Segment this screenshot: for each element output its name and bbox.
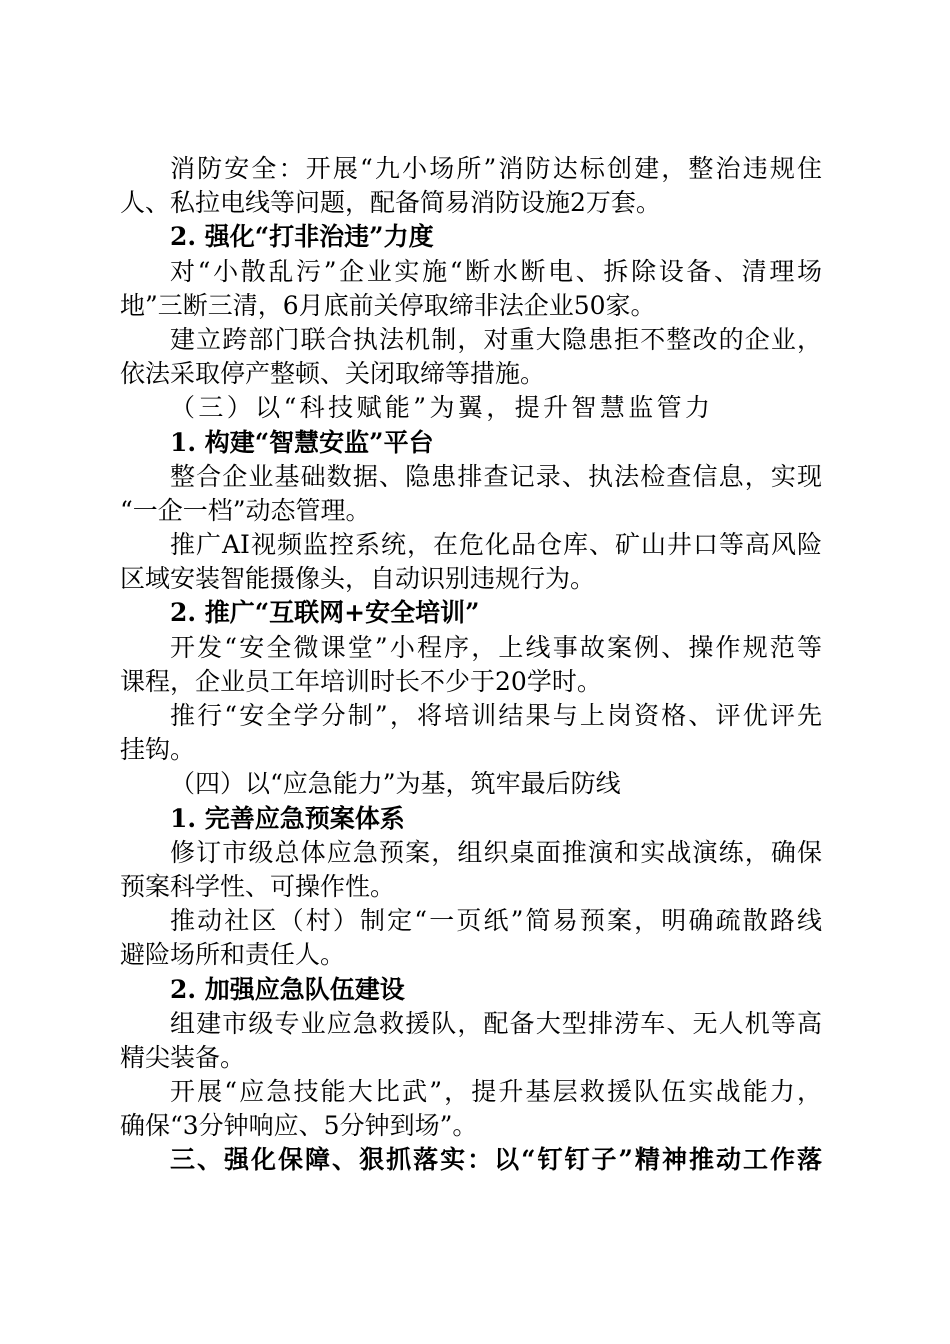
paragraph-line: 区域安装智能摄像头，自动识别违规行为。 xyxy=(120,564,596,594)
subheading: 1. 构建“智慧安监”平台 xyxy=(170,427,434,457)
paragraph-line: 精尖装备。 xyxy=(120,1042,246,1072)
subheading: 2. 推广“互联网+安全培训” xyxy=(170,598,480,628)
paragraph-line: 对“小散乱污”企业实施“断水断电、拆除设备、清理场 xyxy=(170,256,822,286)
paragraph-line: 修订市级总体应急预案，组织桌面推演和实战演练，确保 xyxy=(170,837,822,867)
paragraph-line: 地”三断三清，6月底前关停取缔非法企业50家。 xyxy=(120,290,656,320)
paragraph-line: “一企一档”动态管理。 xyxy=(120,495,371,525)
paragraph-line: 确保“3分钟响应、5分钟到场”。 xyxy=(120,1111,478,1141)
paragraph-line: 推动社区（村）制定“一页纸”简易预案，明确疏散路线 xyxy=(170,906,822,936)
paragraph-line: 人、私拉电线等问题，配备简易消防设施2万套。 xyxy=(120,188,661,218)
section-heading: 三、强化保障、狠抓落实：以“钉钉子”精神推动工作落 xyxy=(170,1145,822,1175)
subheading: 2. 加强应急队伍建设 xyxy=(170,974,405,1004)
paragraph-line: 依法采取停产整顿、关闭取缔等措施。 xyxy=(120,359,546,389)
paragraph-line: 建立跨部门联合执法机制，对重大隐患拒不整改的企业， xyxy=(170,324,822,354)
paragraph-line: 预案科学性、可操作性。 xyxy=(120,871,396,901)
paragraph-line: 开发“安全微课堂”小程序，上线事故案例、操作规范等 xyxy=(170,632,822,662)
paragraph-line: 课程，企业员工年培训时长不少于20学时。 xyxy=(120,666,602,696)
subheading: 1. 完善应急预案体系 xyxy=(170,803,405,833)
paragraph-line: 组建市级专业应急救援队，配备大型排涝车、无人机等高 xyxy=(170,1008,822,1038)
paragraph-line: 整合企业基础数据、隐患排查记录、执法检查信息，实现 xyxy=(170,461,822,491)
paragraph-line: 消防安全：开展“九小场所”消防达标创建，整治违规住 xyxy=(170,154,822,183)
paragraph-line: 避险场所和责任人。 xyxy=(120,940,346,970)
paragraph-line: 推行“安全学分制”，将培训结果与上岗资格、评优评先 xyxy=(170,701,822,730)
paragraph-line: 推广AI视频监控系统，在危化品仓库、矿山井口等高风险 xyxy=(170,530,822,560)
paragraph-line: 开展“应急技能大比武”，提升基层救援队伍实战能力， xyxy=(170,1077,822,1107)
document-body xyxy=(120,152,822,1178)
paragraph-line: 挂钩。 xyxy=(120,735,196,765)
section-heading: （三）以“科技赋能”为翼，提升智慧监管力 xyxy=(170,393,710,423)
subheading: 2. 强化“打非治违”力度 xyxy=(170,222,434,252)
section-heading: （四）以“应急能力”为基，筑牢最后防线 xyxy=(170,769,621,799)
